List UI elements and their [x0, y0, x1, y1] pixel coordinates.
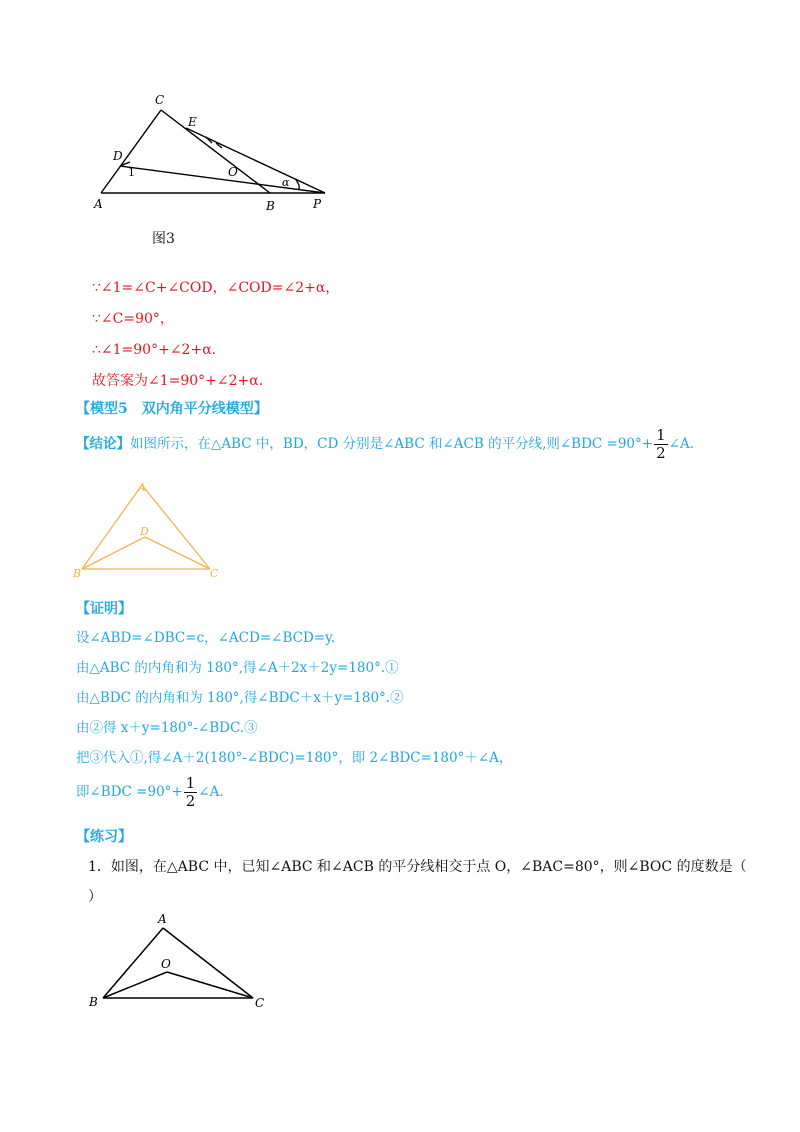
- segment-DP: [120, 166, 325, 193]
- model-5-heading: 【模型5 双内角平分线模型】: [76, 401, 268, 417]
- proof-line-3: 由△BDC 的内角和为 180°,得∠BDC＋x＋y=180°.②: [76, 690, 404, 706]
- label-1: 1: [128, 166, 135, 179]
- label-C: C: [155, 93, 165, 107]
- segment-AC: [163, 928, 253, 998]
- label-P: P: [313, 197, 322, 211]
- practice-tag: 【练习】: [76, 829, 132, 845]
- label-A: A: [158, 912, 167, 926]
- label-D: D: [113, 149, 123, 163]
- proof-line-2: 由△ABC 的内角和为 180°,得∠A＋2x＋2y=180°.①: [76, 660, 399, 676]
- conclusion-line: [76, 428, 694, 461]
- red-proof-line-1: ∵∠1=∠C+∠COD，∠COD=∠2+α，: [92, 280, 340, 296]
- fraction-denominator: 2: [656, 444, 666, 462]
- segment-BD: [82, 537, 145, 569]
- label-A: A: [94, 197, 103, 211]
- proof-line-4: 由②得 x＋y=180°-∠BDC.③: [76, 720, 258, 736]
- segment-AB: [82, 485, 142, 569]
- segment-BO: [103, 972, 167, 998]
- segment-AB: [103, 928, 163, 998]
- label-C: C: [210, 567, 219, 580]
- segment-AC: [142, 485, 210, 569]
- model-5-triangle-diagram: [70, 475, 230, 580]
- conclusion-text: 如图所示，在△ABC 中，BD，CD 分别是∠ABC 和∠ACB 的平分线,则∠BDC =90°+: [130, 436, 654, 452]
- proof-line-6-tail: ∠A.: [198, 784, 224, 800]
- proof-line-6: [76, 776, 224, 809]
- label-alpha: α: [282, 176, 290, 189]
- label-O: O: [161, 957, 171, 971]
- figure-3-caption: 图3: [152, 231, 175, 247]
- label-E: E: [188, 115, 197, 129]
- proof-line-5: 把③代入①,得∠A＋2(180°-∠BDC)=180°，即 2∠BDC=180°＋∠A，: [76, 750, 513, 766]
- practice-question-1: 1．如图，在△ABC 中，已知∠ABC 和∠ACB 的平分线相交于点 O，∠BAC=80°，则∠BOC 的度数是（: [88, 859, 747, 875]
- proof-line-1: 设∠ABD=∠DBC=c，∠ACD=∠BCD=y.: [76, 630, 336, 646]
- conclusion-tag: 【结论】: [76, 436, 130, 452]
- label-A: A: [138, 481, 146, 494]
- red-proof-line-2: ∵∠C=90°，: [92, 311, 174, 327]
- segment-CB: [161, 110, 270, 193]
- label-D: D: [140, 525, 149, 538]
- label-O: O: [228, 165, 238, 179]
- practice-question-1-close: ）: [88, 889, 102, 905]
- segment-AC: [101, 110, 161, 193]
- fraction-half: [184, 776, 198, 809]
- red-proof-line-4: 故答案为∠1=90°+∠2+α．: [92, 373, 273, 389]
- fraction-numerator: 1: [656, 426, 666, 444]
- label-B: B: [73, 567, 82, 580]
- proof-line-6-pre: 即∠BDC =90°+: [76, 784, 183, 800]
- segment-CD: [145, 537, 210, 569]
- figure-3-diagram: [88, 88, 338, 218]
- segment-CO: [167, 972, 253, 998]
- practice-triangle-diagram: [85, 910, 275, 1015]
- label-B: B: [89, 995, 98, 1009]
- conclusion-tail: ∠A.: [668, 436, 694, 452]
- fraction-half: [654, 428, 668, 461]
- fraction-denominator: 2: [185, 792, 196, 810]
- proof-tag: 【证明】: [76, 601, 132, 617]
- label-C: C: [255, 996, 265, 1010]
- label-B: B: [266, 199, 275, 213]
- fraction-numerator: 1: [185, 774, 196, 792]
- red-proof-line-3: ∴∠1=90°+∠2+α．: [92, 342, 226, 358]
